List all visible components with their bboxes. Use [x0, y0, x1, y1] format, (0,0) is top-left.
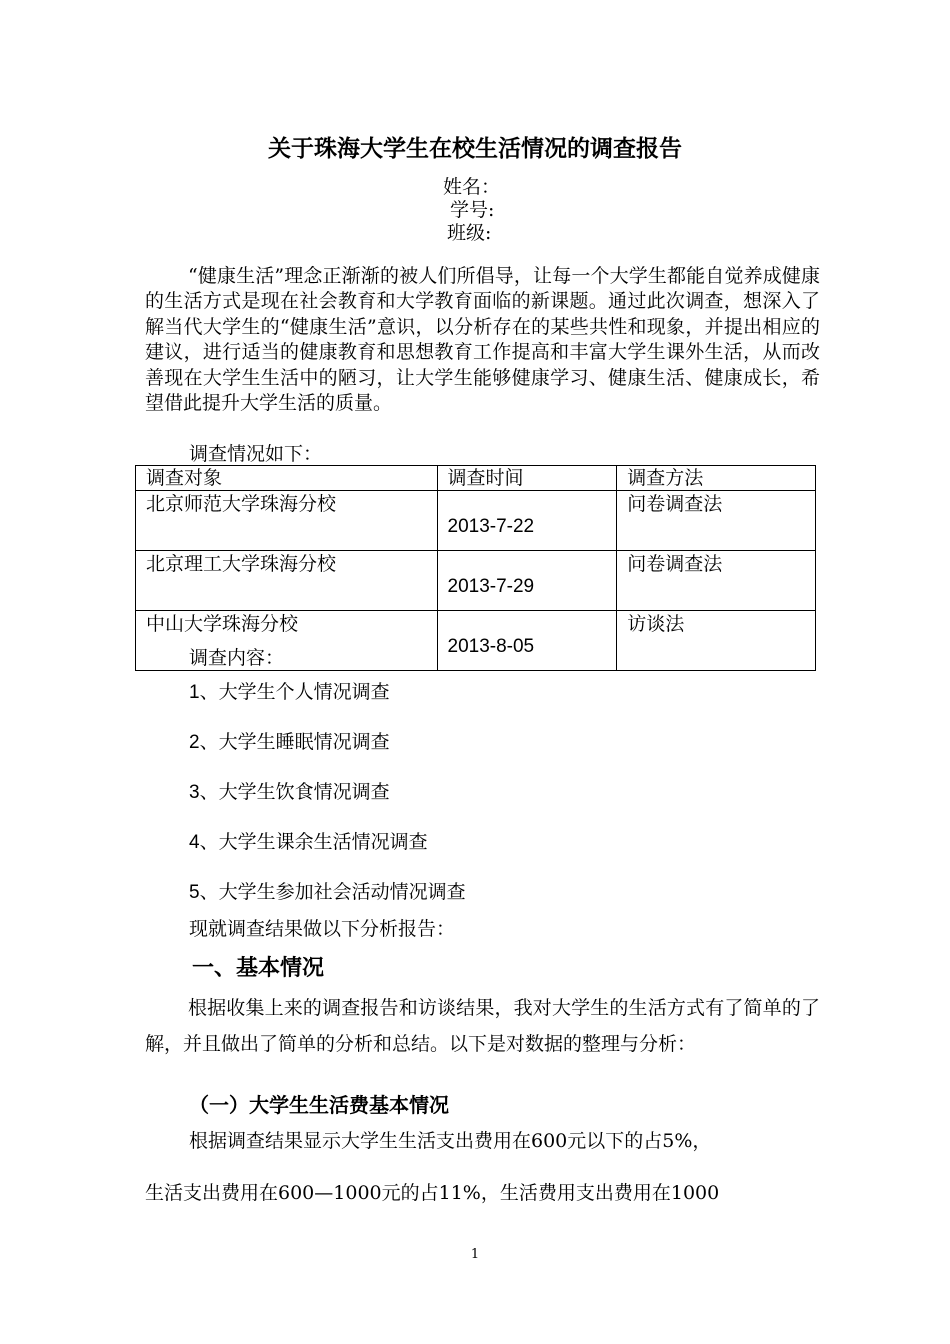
- list-item-text: 、大学生个人情况调查: [199, 681, 390, 703]
- header-subject: 调查对象: [136, 466, 438, 491]
- list-item-number: 5: [189, 882, 200, 903]
- cell-subject: 中山大学珠海分校: [136, 611, 438, 671]
- survey-table: [135, 465, 816, 671]
- cell-method: 问卷调查法: [617, 491, 816, 551]
- cell-time: 2013-7-29: [437, 551, 617, 611]
- header-time: 调查时间: [437, 466, 617, 491]
- list-item-number: 4: [189, 832, 200, 853]
- cell-method: 问卷调查法: [617, 551, 816, 611]
- list-item-text: 、大学生课余生活情况调查: [199, 831, 428, 853]
- table-row: [136, 551, 816, 611]
- list-item: [189, 729, 390, 756]
- subsection-line-1: 根据调查结果显示大学生生活支出费用在600元以下的占5%，: [189, 1130, 712, 1152]
- header-method: 调查方法: [617, 466, 816, 491]
- table-header-row: [136, 466, 816, 491]
- list-item-number: 1: [189, 682, 200, 703]
- list-item-text: 、大学生睡眠情况调查: [199, 731, 390, 753]
- intro-paragraph: [145, 264, 820, 416]
- list-item: [189, 829, 428, 856]
- cell-subject: 北京师范大学珠海分校: [136, 491, 438, 551]
- page-number: 1: [470, 1247, 480, 1262]
- content-heading: 调查内容：: [189, 647, 285, 669]
- student-id-field: 学号:: [450, 199, 495, 221]
- table-intro: 调查情况如下：: [189, 443, 323, 465]
- section-heading: 一、基本情况: [192, 956, 325, 981]
- list-item-text: 、大学生饮食情况调查: [199, 781, 390, 803]
- list-item-number: 3: [189, 782, 200, 803]
- name-field: 姓名：: [443, 176, 501, 198]
- intro-text: “健康生活”理念正渐渐的被人们所倡导，让每一个大学生都能自觉养成健康的生活方式是现在社会教育和大学教育面临的新课题。通过此次调查，想深入了解当代大学生的“健康生活”意识，以分析存在的某些共性和现象，并提出相应的建议，进行适当的健康教育和思想教育工作提高和丰富大学生课外生活，从而改善现在大学生生活中的陋习，让大学生能够健康学习、健康生活、健康成长，希望借此提升大学生活的质量。: [145, 265, 820, 415]
- cell-method: 访谈法: [617, 611, 816, 671]
- analysis-intro: 现就调查结果做以下分析报告：: [189, 918, 456, 940]
- cell-time: 2013-7-22: [437, 491, 617, 551]
- report-title: 关于珠海大学生在校生活情况的调查报告: [268, 136, 682, 162]
- cell-subject: 北京理工大学珠海分校: [136, 551, 438, 611]
- class-field: 班级:: [447, 222, 492, 244]
- subsection-heading: （一）大学生生活费基本情况: [189, 1093, 449, 1117]
- table-row: [136, 491, 816, 551]
- list-item-number: 2: [189, 732, 200, 753]
- cell-time: 2013-8-05: [437, 611, 617, 671]
- subsection-line-2: 生活支出费用在600—1000元的占11%，生活费用支出费用在1000: [145, 1182, 720, 1204]
- list-item: [189, 879, 466, 906]
- list-item: [189, 679, 390, 706]
- section-paragraph: [145, 990, 820, 1062]
- section-text: 根据收集上来的调查报告和访谈结果，我对大学生的生活方式有了简单的了解，并且做出了简单的分析和总结。以下是对数据的整理与分析：: [145, 997, 820, 1055]
- list-item: [189, 779, 390, 806]
- list-item-text: 、大学生参加社会活动情况调查: [199, 881, 466, 903]
